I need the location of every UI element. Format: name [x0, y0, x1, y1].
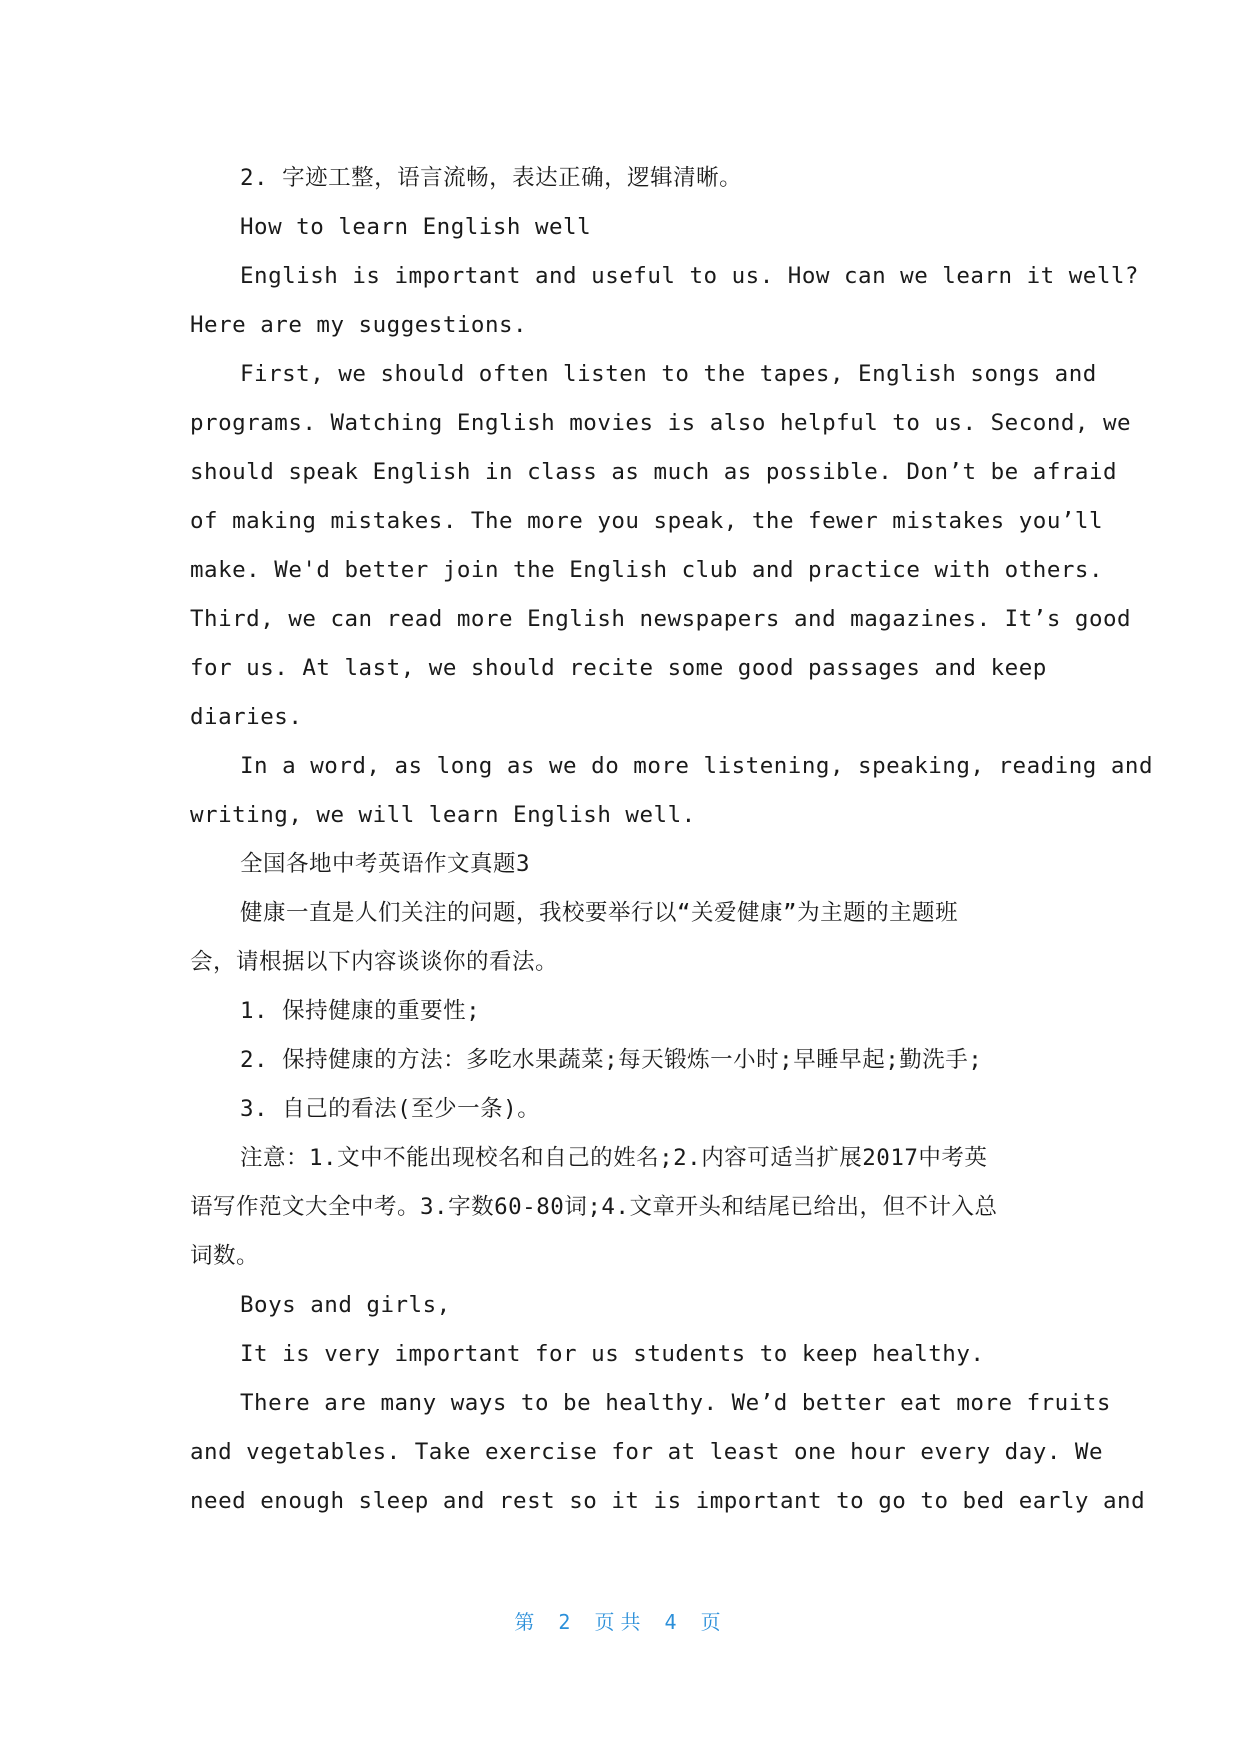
paragraph-line: should speak English in class as much as possible. Don’t be afraid — [190, 459, 1118, 485]
page-number-footer: 第 2 页共 4 页 — [514, 1610, 727, 1634]
paragraph-line: and vegetables. Take exercise for at least one hour every day. We — [190, 1439, 1103, 1465]
paragraph-line: writing, we will learn English well. — [190, 802, 696, 828]
paragraph-line: First, we should often listen to the tapes, English songs and — [240, 361, 1097, 387]
essay-title: How to learn English well — [240, 214, 592, 240]
paragraph-line: Third, we can read more English newspapers and magazines. It’s good — [190, 606, 1132, 632]
paragraph-line: programs. Watching English movies is also helpful to us. Second, we — [190, 410, 1132, 436]
document-body — [190, 154, 1153, 1526]
paragraph-line: English is important and useful to us. How can we learn it well? — [240, 263, 1139, 289]
requirement-line-2: 2. 字迹工整，语言流畅，表达正确，逻辑清晰。 — [240, 165, 743, 191]
essay-greeting: Boys and girls, — [240, 1292, 451, 1318]
note-line: 语写作范文大全中考。3.字数60-80词;4.文章开头和结尾已给出，但不计入总 — [190, 1194, 998, 1220]
paragraph-line: make. We'd better join the English club and practice with others. — [190, 557, 1103, 583]
prompt-line: 健康一直是人们关注的问题，我校要举行以“关爱健康”为主题的主题班 — [240, 900, 959, 926]
paragraph-line: In a word, as long as we do more listening, speaking, reading and — [240, 753, 1153, 779]
section-heading: 全国各地中考英语作文真题3 — [240, 851, 531, 877]
paragraph-line: for us. At last, we should recite some good passages and keep — [190, 655, 1047, 681]
paragraph-line: Here are my suggestions. — [190, 312, 528, 338]
prompt-item-3: 3. 自己的看法(至少一条)。 — [240, 1096, 541, 1122]
prompt-item-1: 1. 保持健康的重要性; — [240, 998, 481, 1024]
paragraph-line: It is very important for us students to keep healthy. — [240, 1341, 985, 1367]
paragraph-line: need enough sleep and rest so it is important to go to bed early and — [190, 1488, 1146, 1514]
paragraph-line: diaries. — [190, 704, 303, 730]
prompt-item-2: 2. 保持健康的方法：多吃水果蔬菜;每天锻炼一小时;早睡早起;勤洗手; — [240, 1047, 983, 1073]
paragraph-line: There are many ways to be healthy. We’d better eat more fruits — [240, 1390, 1111, 1416]
paragraph-line: of making mistakes. The more you speak, the fewer mistakes you’ll — [190, 508, 1103, 534]
prompt-line: 会，请根据以下内容谈谈你的看法。 — [190, 949, 559, 975]
note-line: 注意：1.文中不能出现校名和自己的姓名;2.内容可适当扩展2017中考英 — [240, 1145, 988, 1171]
note-line: 词数。 — [190, 1243, 260, 1269]
